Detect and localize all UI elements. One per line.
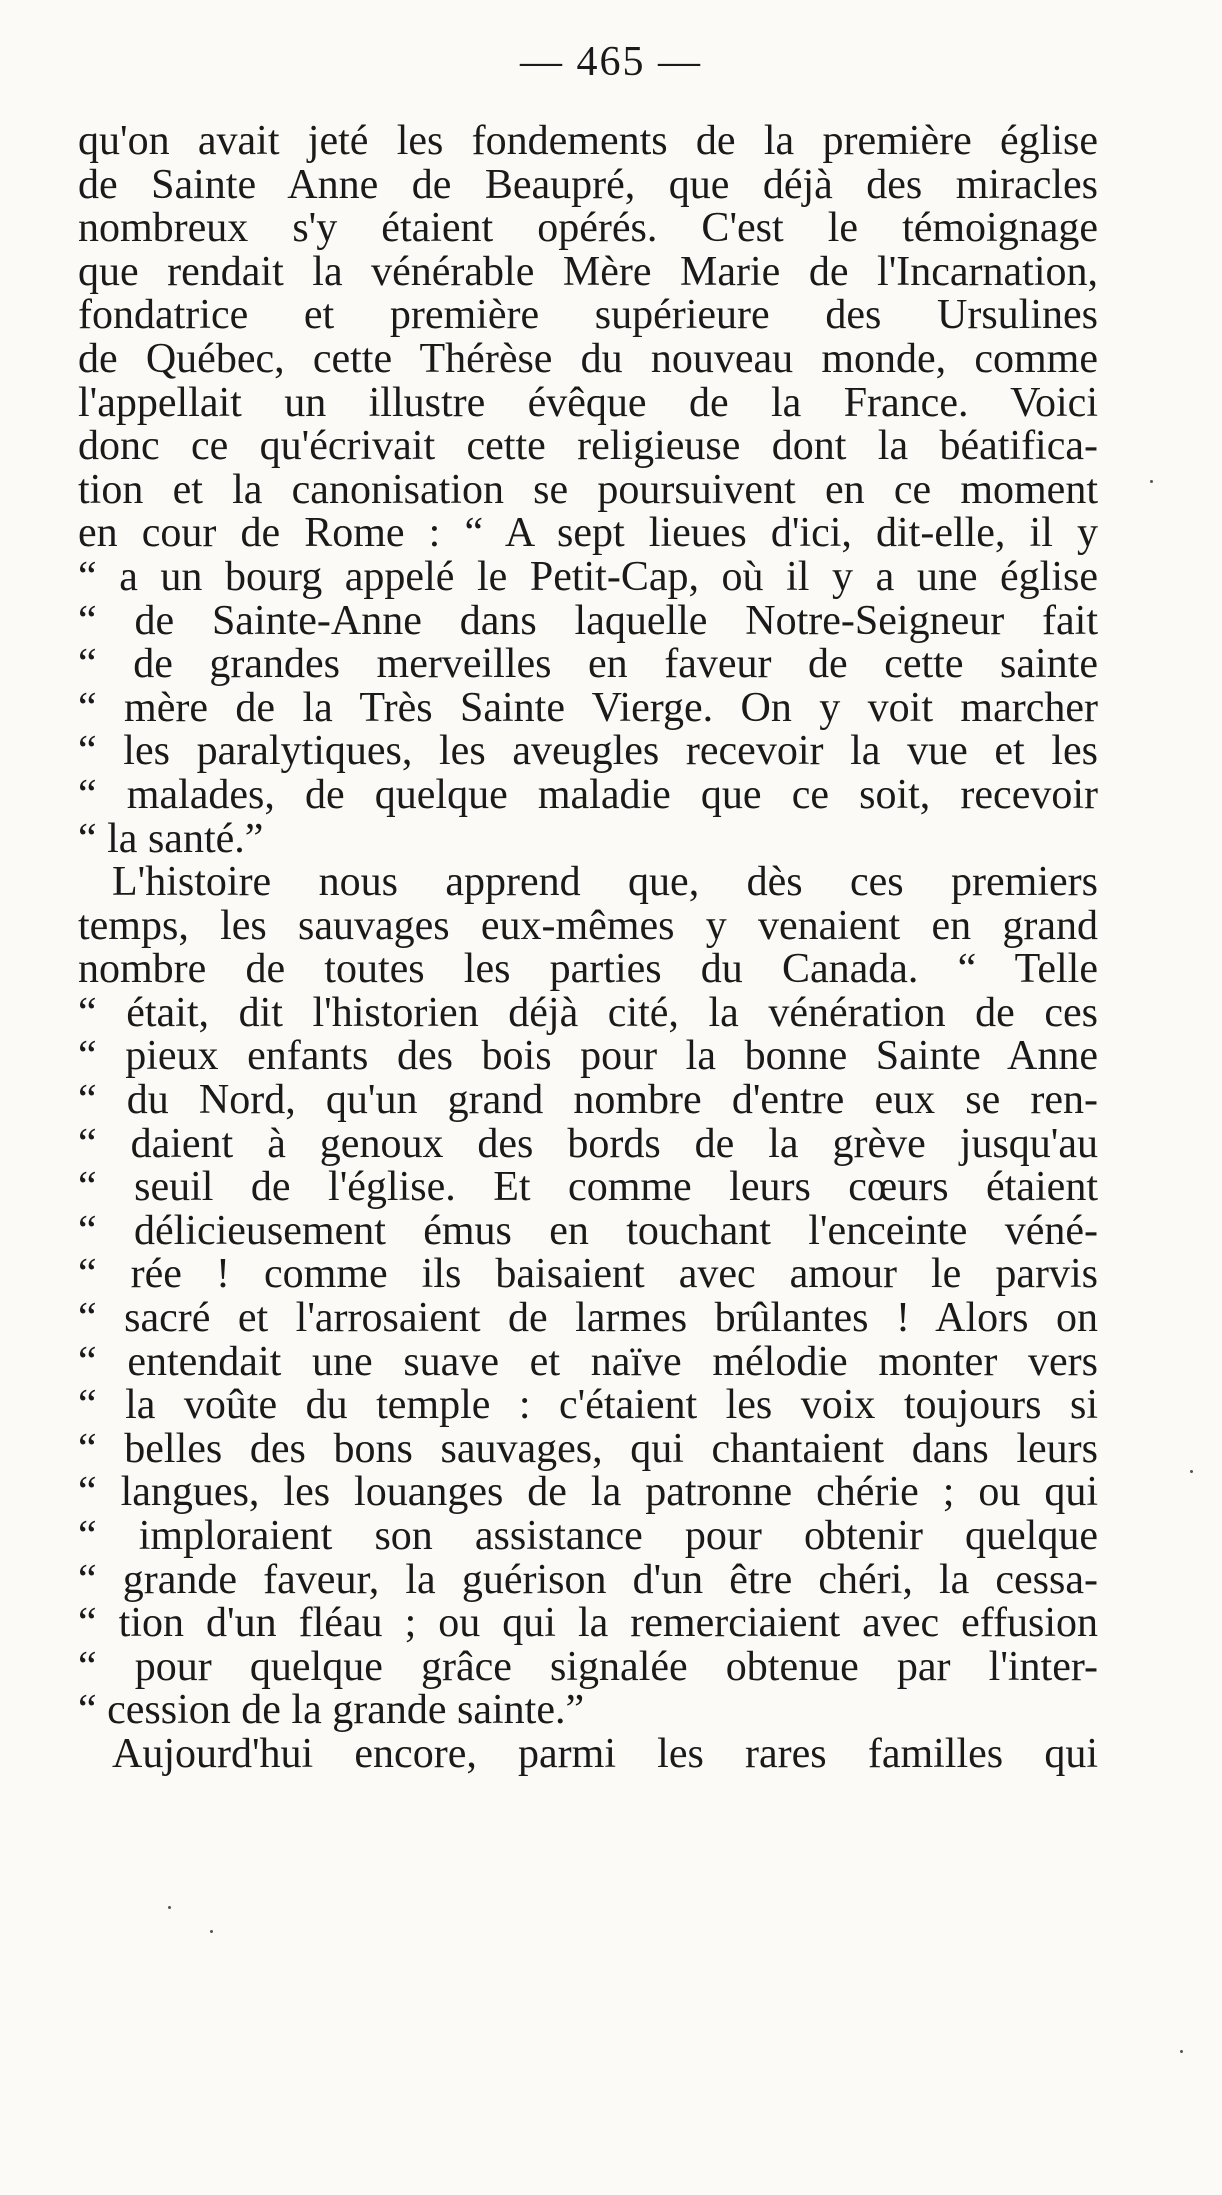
text-line: “ était, dit l'historien déjà cité, la vénération de ces <box>78 989 1098 1036</box>
text-line: fondatrice et première supérieure des Ursulines <box>78 292 1098 339</box>
text-line: “ entendait une suave et naïve mélodie monter vers <box>78 1338 1098 1385</box>
text-line: “ belles des bons sauvages, qui chantaient dans leurs <box>78 1425 1098 1472</box>
text-line: L'histoire nous apprend que, dès ces premiers <box>112 859 1098 906</box>
text-line: “ délicieusement émus en touchant l'enceinte véné- <box>78 1207 1098 1254</box>
print-speck <box>1180 2050 1183 2053</box>
text-line: “ de grandes merveilles en faveur de cette sainte <box>78 641 1098 688</box>
text-line: tion et la canonisation se poursuivent en ce moment <box>78 466 1098 513</box>
text-line: l'appellait un illustre évêque de la France. Voici <box>78 379 1098 426</box>
text-line: “ pour quelque grâce signalée obtenue par l'inter- <box>78 1643 1098 1690</box>
print-speck <box>1190 1470 1193 1473</box>
print-speck <box>1150 480 1153 483</box>
text-line: “ pieux enfants des bois pour la bonne Sainte Anne <box>78 1033 1098 1080</box>
text-line: Aujourd'hui encore, parmi les rares familles qui <box>112 1730 1098 1777</box>
text-line: de Sainte Anne de Beaupré, que déjà des miracles <box>78 161 1098 208</box>
text-line: “ la voûte du temple : c'étaient les voix toujours si <box>78 1382 1098 1429</box>
text-line: donc ce qu'écrivait cette religieuse dont la béatifica- <box>78 423 1098 470</box>
text-line: “ de Sainte-Anne dans laquelle Notre-Seigneur fait <box>78 597 1098 644</box>
text-line: “ sacré et l'arrosaient de larmes brûlantes ! Alors on <box>78 1295 1098 1342</box>
page-body-text <box>78 120 1098 1777</box>
text-line: “ tion d'un fléau ; ou qui la remerciaient avec effusion <box>78 1600 1098 1647</box>
text-line: “ imploraient son assistance pour obtenir quelque <box>78 1513 1098 1559</box>
text-line: “ a un bourg appelé le Petit-Cap, où il y a une église <box>78 553 1098 600</box>
text-line: temps, les sauvages eux-mêmes y venaient en grand <box>78 902 1098 949</box>
text-line: qu'on avait jeté les fondements de la première église <box>78 118 1098 164</box>
text-line: nombre de toutes les parties du Canada. “ Telle <box>78 946 1098 993</box>
text-line: que rendait la vénérable Mère Marie de l'Incarnation, <box>78 248 1098 295</box>
text-line: “ la santé.” <box>78 815 264 862</box>
page-number-header: — 465 — <box>520 39 702 85</box>
text-line: “ daient à genoux des bords de la grève jusqu'au <box>78 1120 1098 1167</box>
print-speck <box>168 1906 171 1909</box>
text-line: “ seuil de l'église. Et comme leurs cœurs étaient <box>78 1164 1098 1211</box>
text-line: “ langues, les louanges de la patronne chérie ; ou qui <box>78 1469 1098 1516</box>
text-line: nombreux s'y étaient opérés. C'est le témoignage <box>78 205 1098 252</box>
text-line: en cour de Rome : “ A sept lieues d'ici, dit-elle, il y <box>78 510 1098 557</box>
text-line: “ malades, de quelque maladie que ce soit, recevoir <box>78 771 1098 818</box>
text-line: “ du Nord, qu'un grand nombre d'entre eux se ren- <box>78 1077 1098 1124</box>
text-line: de Québec, cette Thérèse du nouveau monde, comme <box>78 335 1098 382</box>
text-line: “ mère de la Très Sainte Vierge. On y voit marcher <box>78 684 1098 731</box>
print-speck <box>210 1930 213 1933</box>
text-line: “ rée ! comme ils baisaient avec amour le parvis <box>78 1251 1098 1298</box>
text-line: “ cession de la grande sainte.” <box>78 1687 585 1734</box>
text-line: “ les paralytiques, les aveugles recevoir la vue et les <box>78 728 1098 775</box>
text-line: “ grande faveur, la guérison d'un être chéri, la cessa- <box>78 1556 1098 1603</box>
